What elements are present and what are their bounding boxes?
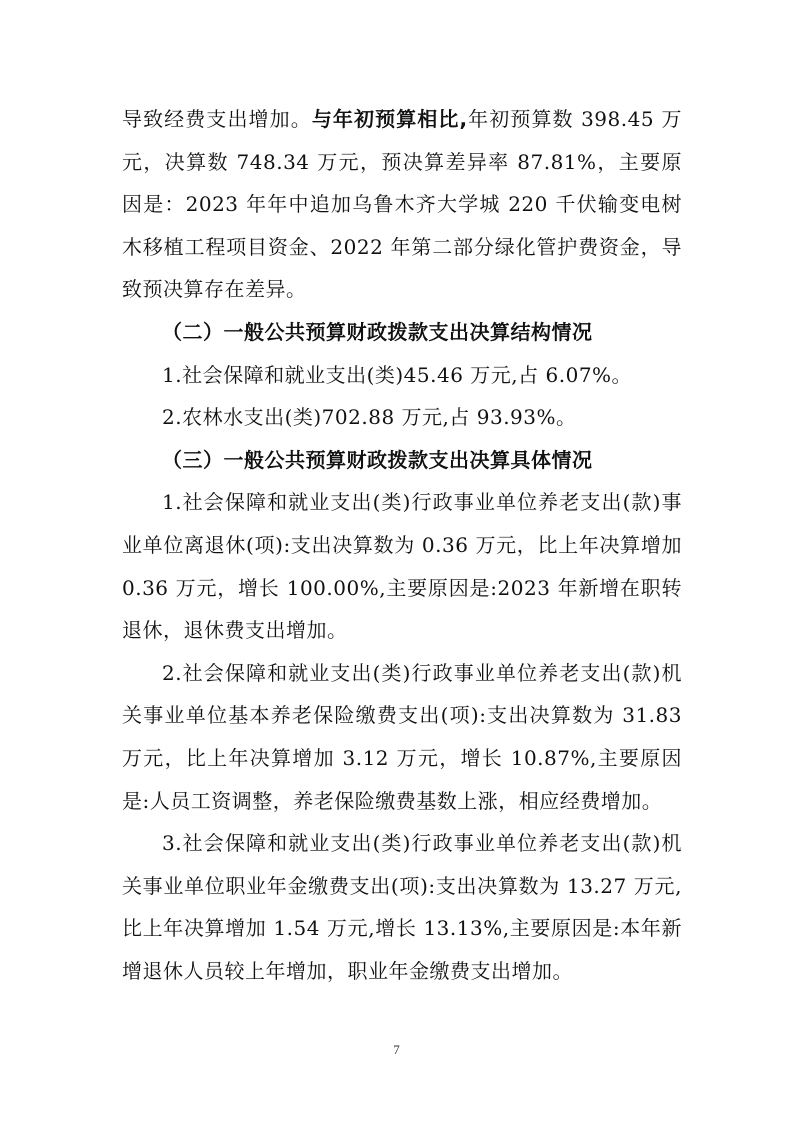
section-heading-structure: （二）一般公共预算财政拨款支出决算结构情况: [162, 319, 593, 344]
section-heading-details: （三）一般公共预算财政拨款支出决算具体情况: [162, 447, 593, 472]
paragraph-budget-comparison: [122, 98, 682, 311]
list-item: 2.社会保障和就业支出(类)行政事业单位养老支出(款)机关事业单位基本养老保险缴费支出(项):支出决算数为 31.83 万元，比上年决算增加 3.12 万元，增长 10.87%,主要原因是:人员工资调整，养老保险缴费基数上涨，相应经费增加。: [122, 660, 682, 813]
list-item: 3.社会保障和就业支出(类)行政事业单位养老支出(款)机关事业单位职业年金缴费支出(项):支出决算数为 13.27 万元,比上年决算增加 1.54 万元,增长 13.13%,主要原因是:本年新增退休人员较上年增加，职业年金缴费支出增加。: [122, 831, 682, 983]
text-run: 年初预算数 398.45 万元，决算数 748.34 万元，预决算差异率 87.81%，主要原因是：2023 年年中追加乌鲁木齐大学城 220 千伏输变电树木移植工程项目资金、2022 年第二部分绿化管护费资金，导致预决算存在差异。: [122, 107, 683, 302]
bold-phrase: 与年初预算相比,: [311, 107, 468, 131]
list-item: 2.农林水支出(类)702.88 万元,占 93.93%。: [162, 405, 577, 430]
text-run: 导致经费支出增加。: [122, 107, 312, 131]
body-text: [122, 98, 682, 992]
list-item: 1.社会保障和就业支出(类)45.46 万元,占 6.07%。: [162, 362, 633, 387]
list-item: 1.社会保障和就业支出(类)行政事业单位养老支出(款)事业单位离退休(项):支出决算数为 0.36 万元，比上年决算增加 0.36 万元，增长 100.00%,主要原因是:2023 年新增在职转退休，退休费支出增加。: [122, 490, 682, 643]
page-number: 7: [393, 1042, 400, 1057]
